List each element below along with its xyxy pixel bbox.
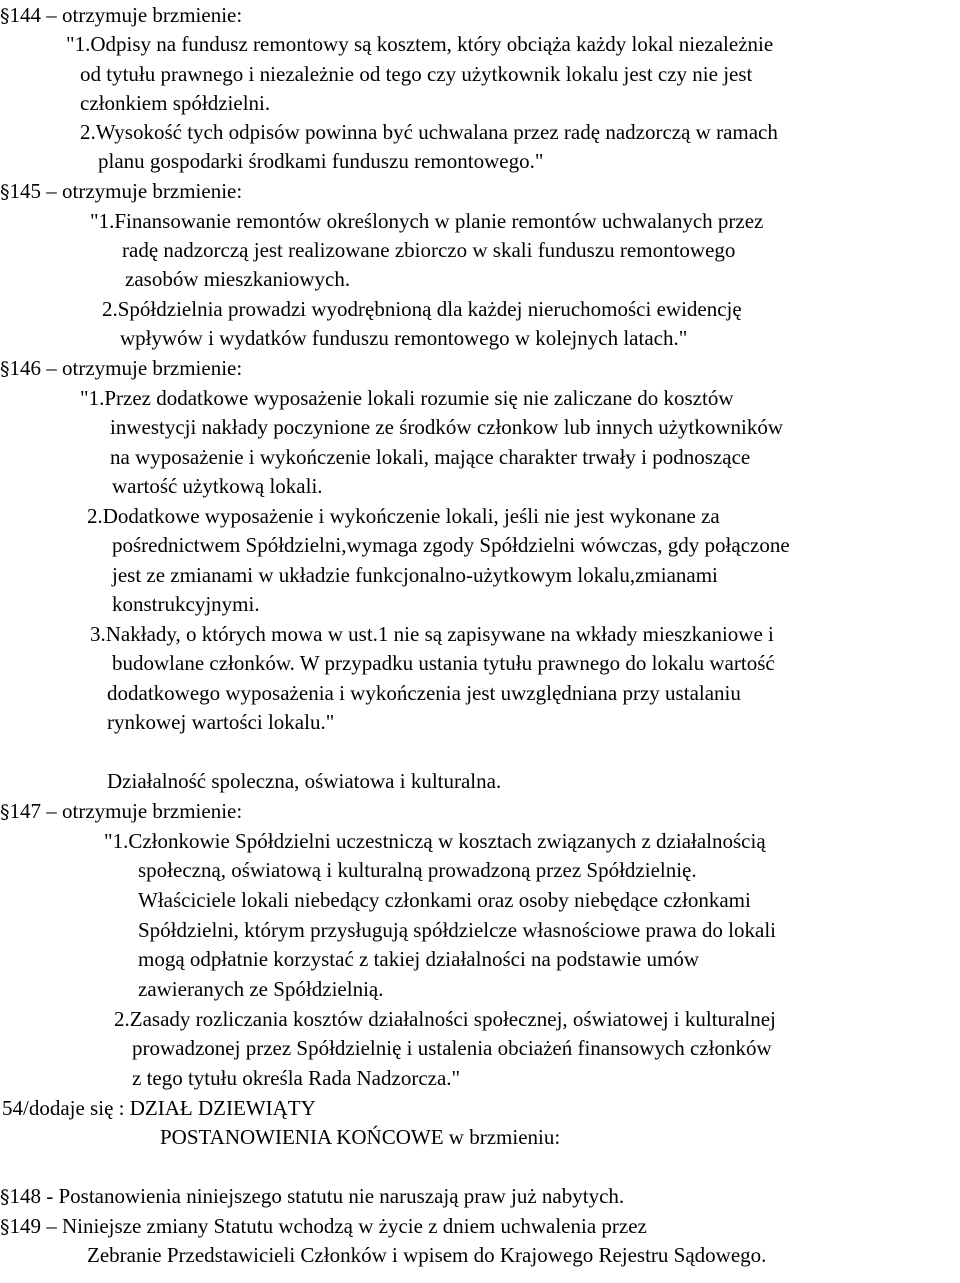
paragraph-heading: [0, 798, 242, 824]
paragraph-heading-text: 148 - Postanowienia niniejszego statutu nie naruszają praw już nabytych.: [9, 1184, 625, 1208]
section-symbol: §: [0, 1186, 10, 1208]
paragraph-heading-text: 146 – otrzymuje brzmienie:: [9, 356, 243, 380]
chapter-title: POSTANOWIENIA KOŃCOWE w brzmieniu:: [160, 1125, 561, 1149]
text-line: mogą odpłatnie korzystać z takiej działalności na podstawie umów: [138, 947, 699, 971]
section-symbol: §: [0, 801, 10, 823]
text-line: planu gospodarki środkami funduszu remontowego.": [98, 149, 544, 173]
text-line: 2.Wysokość tych odpisów powinna być uchwalana przez radę nadzorczą w ramach: [80, 120, 778, 144]
section-symbol: §: [0, 1216, 10, 1238]
text-line: członkiem spółdzielni.: [80, 91, 271, 115]
paragraph-heading-text: 145 – otrzymuje brzmienie:: [9, 179, 243, 203]
text-line: prowadzonej przez Spółdzielnię i ustalenia obciażeń finansowych członków: [132, 1036, 772, 1060]
text-line: od tytułu prawnego i niezależnie od tego czy użytkownik lokalu jest czy nie jest: [80, 62, 753, 86]
section-symbol: §: [0, 5, 10, 27]
text-line: jest ze zmianami w układzie funkcjonalno-użytkowym lokalu,zmianami: [112, 563, 718, 587]
text-line: z tego tytułu określa Rada Nadzorcza.": [132, 1066, 461, 1090]
text-line: społeczną, oświatową i kulturalną prowadzoną przez Spółdzielnię.: [138, 858, 697, 882]
section-symbol: §: [0, 181, 10, 203]
paragraph-heading: [0, 1213, 647, 1239]
text-line: 2.Dodatkowe wyposażenie i wykończenie lokali, jeśli nie jest wykonane za: [87, 504, 720, 528]
text-line: Właściciele lokali niebedący członkami oraz osoby niebędące członkami: [138, 888, 751, 912]
text-line: Zebranie Przedstawicieli Członków i wpisem do Krajowego Rejestru Sądowego.: [87, 1243, 767, 1267]
text-line: wartość użytkową lokali.: [112, 474, 323, 498]
paragraph-heading: [0, 355, 242, 381]
paragraph-heading-text: 149 – Niniejsze zmiany Statutu wchodzą w życie z dniem uchwalenia przez: [9, 1214, 647, 1238]
paragraph-heading: [0, 1183, 624, 1209]
text-line: "1.Członkowie Spółdzielni uczestniczą w kosztach związanych z działalnością: [104, 829, 766, 853]
text-line: zawieranych ze Spółdzielnią.: [138, 977, 384, 1001]
paragraph-heading-text: 147 – otrzymuje brzmienie:: [9, 799, 243, 823]
text-line: 3.Nakłady, o których mowa w ust.1 nie są zapisywane na wkłady mieszkaniowe i: [90, 622, 774, 646]
text-line: inwestycji nakłady poczynione ze środków członkow lub innych użytkowników: [110, 415, 784, 439]
text-line: 2.Spółdzielnia prowadzi wyodrębnioną dla każdej nieruchomości ewidencję: [102, 297, 742, 321]
text-line: wpływów i wydatków funduszu remontowego w kolejnych latach.": [120, 326, 688, 350]
text-line: dodatkowego wyposażenia i wykończenia jest uwzględniana przy ustalaniu: [107, 681, 741, 705]
section-symbol: §: [0, 358, 10, 380]
text-line: rynkowej wartości lokalu.": [107, 710, 335, 734]
text-line: radę nadzorczą jest realizowane zbiorczo w skali funduszu remontowego: [122, 238, 736, 262]
text-line: budowlane członków. W przypadku ustania tytułu prawnego do lokalu wartość: [112, 651, 775, 675]
amendment-heading: 54/dodaje się : DZIAŁ DZIEWIĄTY: [2, 1096, 316, 1120]
text-line: 2.Zasady rozliczania kosztów działalności społecznej, oświatowej i kulturalnej: [114, 1007, 776, 1031]
text-line: Spółdzielni, którym przysługują spółdzielcze własnościowe prawa do lokali: [138, 918, 777, 942]
text-line: konstrukcyjnymi.: [112, 592, 260, 616]
text-line: "1.Przez dodatkowe wyposażenie lokali rozumie się nie zaliczane do kosztów: [80, 386, 734, 410]
text-line: na wyposażenie i wykończenie lokali, mające charakter trwały i podnoszące: [110, 445, 751, 469]
text-line: "1.Finansowanie remontów określonych w planie remontów uchwalanych przez: [90, 209, 764, 233]
text-line: "1.Odpisy na fundusz remontowy są kosztem, który obciąża każdy lokal niezależnie: [66, 32, 774, 56]
paragraph-heading: [0, 2, 242, 28]
section-heading: Działalność spoleczna, oświatowa i kulturalna.: [107, 769, 502, 793]
paragraph-heading-text: 144 – otrzymuje brzmienie:: [9, 3, 243, 27]
paragraph-heading: [0, 178, 242, 204]
text-line: zasobów mieszkaniowych.: [125, 267, 351, 291]
text-line: pośrednictwem Spółdzielni,wymaga zgody Spółdzielni wówczas, gdy połączone: [112, 533, 790, 557]
